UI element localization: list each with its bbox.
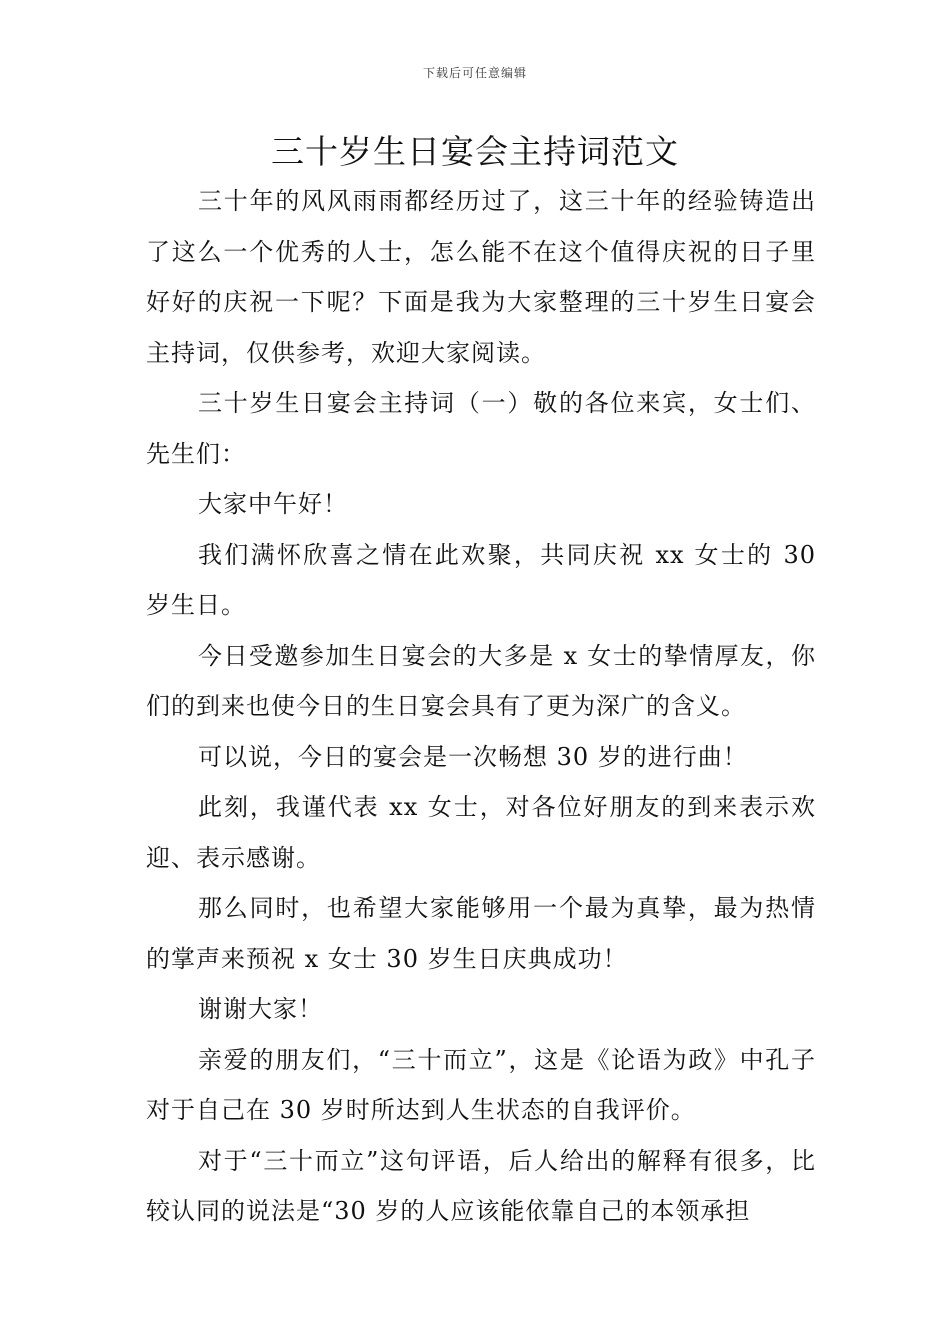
paragraph: 大家中午好！ bbox=[198, 490, 348, 518]
paragraph: 对于“三十而立”这句评语，后人给出的解释有很多，比较认同的说法是“30 岁的人应该能依靠自己的本领承担 bbox=[146, 1146, 816, 1225]
paragraph: 亲爱的朋友们，“三十而立”，这是《论语为政》中孔子对于自己在 30 岁时所达到人生状态的自我评价。 bbox=[146, 1045, 816, 1124]
paragraph: 谢谢大家！ bbox=[198, 995, 323, 1023]
paragraph: 此刻，我谨代表 xx 女士，对各位好朋友的到来表示欢迎、表示感谢。 bbox=[146, 793, 816, 872]
paragraph: 可以说，今日的宴会是一次畅想 30 岁的进行曲！ bbox=[198, 742, 748, 771]
paragraph: 三十年的风风雨雨都经历过了，这三十年的经验铸造出了这么一个优秀的人士，怎么能不在这个值得庆祝的日子里好好的庆祝一下呢？下面是我为大家整理的三十岁生日宴会主持词，仅供参考，欢迎大家阅读。 bbox=[146, 187, 816, 367]
header-note: 下载后可任意编辑 bbox=[422, 66, 527, 80]
paragraph: 今日受邀参加生日宴会的大多是 x 女士的挚情厚友，你们的到来也使今日的生日宴会具有了更为深广的含义。 bbox=[146, 641, 816, 720]
document-title: 三十岁生日宴会主持词范文 bbox=[271, 132, 679, 171]
paragraph: 三十岁生日宴会主持词（一）敬的各位来宾，女士们、先生们： bbox=[146, 389, 816, 468]
document-body bbox=[146, 176, 816, 1237]
paragraph: 我们满怀欣喜之情在此欢聚，共同庆祝 xx 女士的 30 岁生日。 bbox=[146, 540, 816, 619]
paragraph: 那么同时，也希望大家能够用一个最为真挚，最为热情的掌声来预祝 x 女士 30 岁生日庆典成功！ bbox=[146, 894, 816, 973]
